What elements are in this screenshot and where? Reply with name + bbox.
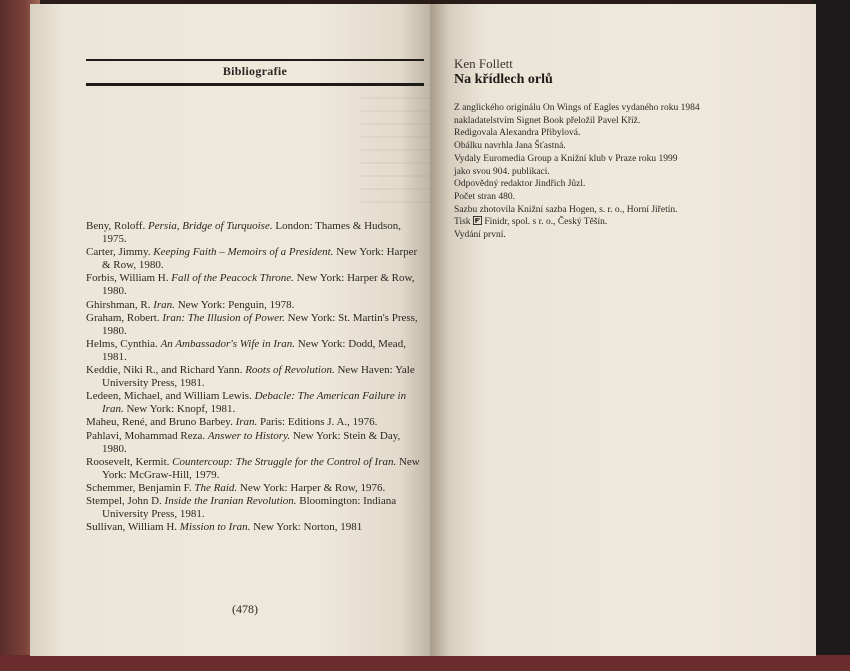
bibliography-entry [86, 246, 426, 272]
entry-author: Beny, Roloff. [86, 220, 149, 232]
section-title: Bibliografie [222, 64, 288, 78]
colophon-line: Z anglického originálu On Wings of Eagles vydaného roku 1984 [454, 103, 700, 113]
edition-line: Vydání první. [454, 230, 506, 241]
colophon-line: Vydaly Euromedia Group a Knižní klub v Praze roku 1999 [454, 153, 678, 164]
entry-author: Keddie, Niki R., and Richard Yann. [86, 364, 246, 377]
header-rule-top [86, 59, 424, 61]
entry-title: Iran. [235, 416, 258, 429]
entry-title: Roots of Revolution. [245, 364, 335, 377]
entry-title: Mission to Iran. [179, 521, 251, 534]
entry-publisher: New York: McGraw-Hill, 1979. [102, 455, 420, 481]
entry-author: Helms, Cynthia. [86, 337, 161, 350]
bibliography-entry [86, 338, 426, 364]
entry-author: Forbis, William H. [86, 272, 172, 285]
entry-publisher: London: Thames & Hudson, 1975. [102, 220, 402, 246]
entry-title: Debacle: The American Failure in Iran. [102, 390, 407, 416]
entry-publisher: New York: Harper & Row, 1976. [237, 481, 386, 494]
header-rule-bottom [86, 83, 424, 86]
entry-title: Keeping Faith – Memoirs of a President. [153, 246, 334, 259]
entry-title: Iran: The Illusion of Power. [162, 311, 285, 324]
left-page [30, 4, 432, 656]
entry-publisher: New York: Penguin, 1978. [174, 298, 295, 311]
colophon-line: Odpovědný redaktor Jindřich Jůzl. [454, 179, 586, 190]
entry-author: Sullivan, William H. [86, 521, 180, 534]
colophon-line: Sazbu zhotovila Knižní sazba Hogen, s. r. o., Horní Jiřetín. [454, 204, 678, 215]
right-page [430, 4, 816, 656]
bibliography-entry [86, 220, 426, 246]
colophon-print-line [454, 216, 784, 229]
entry-author: Carter, Jimmy. [86, 246, 154, 259]
author-name: Ken Follett [454, 56, 513, 71]
entry-author: Schemmer, Benjamin F. [86, 481, 195, 494]
bibliography-entry [86, 456, 426, 482]
colophon-line: Redigovala Alexandra Přibylová. [454, 128, 581, 139]
bibliography-entry [86, 272, 426, 298]
bibliography-entry [86, 482, 426, 495]
bibliography-entry [86, 495, 426, 521]
colophon [454, 102, 784, 242]
colophon-line: jako svou 904. publikaci. [454, 166, 550, 177]
entry-author: Stempel, John D. [86, 494, 165, 507]
bibliography-list [86, 220, 426, 534]
bibliography-entry [86, 416, 426, 429]
show-through-text [360, 84, 430, 204]
print-prefix: Tisk [454, 217, 471, 228]
entry-publisher: New York: Dodd, Mead, 1981. [102, 337, 406, 363]
entry-title: Iran. [153, 298, 175, 311]
colophon-line: Obálku navrhla Jana Šťastná. [454, 141, 566, 152]
entry-author: Ghirshman, R. [86, 298, 154, 311]
book-cover-right-edge [812, 0, 850, 671]
entry-title: Inside the Iranian Revolution. [164, 494, 297, 507]
book-cover-bottom-edge [0, 655, 850, 671]
entry-author: Pahlavi, Mohammad Reza. [86, 429, 208, 442]
entry-publisher: New York: St. Martin's Press, 1980. [102, 311, 418, 337]
entry-author: Ledeen, Michael, and William Lewis. [86, 390, 255, 403]
colophon-lines [454, 102, 784, 216]
print-suffix: Finidr, spol. s r. o., Český Těšín. [484, 217, 608, 228]
entry-publisher: New York: Harper & Row, 1980. [102, 272, 415, 298]
entry-title: Persia, Bridge of Turquoise. [148, 220, 273, 232]
bibliography-entry [86, 312, 426, 338]
entry-title: Countercoup: The Struggle for the Control of Iran. [172, 455, 397, 468]
page-number: (478) [232, 602, 258, 616]
entry-author: Maheu, René, and Bruno Barbey. [86, 416, 236, 429]
entry-publisher: New York: Stein & Day, 1980. [102, 429, 401, 455]
entry-author: Roosevelt, Kermit. [86, 455, 173, 468]
entry-author: Graham, Robert. [86, 311, 163, 324]
entry-title: Fall of the Peacock Throne. [171, 272, 294, 285]
entry-publisher: New Haven: Yale University Press, 1981. [102, 364, 415, 390]
bibliography-entry [86, 364, 426, 390]
entry-publisher: New York: Harper & Row, 1980. [102, 246, 418, 272]
printer-logo-icon [473, 216, 482, 225]
entry-title: An Ambassador's Wife in Iran. [160, 337, 296, 350]
entry-title: The Raid. [194, 481, 238, 494]
bibliography-entry [86, 299, 426, 312]
entry-publisher: New York: Knopf, 1981. [123, 403, 236, 416]
colophon-line: nakladatelstvím Signet Book přeložil Pavel Kříž. [454, 115, 641, 126]
bibliography-entry [86, 521, 426, 534]
book-title: Na křídlech orlů [454, 72, 553, 87]
bibliography-entry [86, 430, 426, 456]
entry-title: Answer to History. [207, 429, 291, 442]
entry-publisher: Bloomington: Indiana University Press, 1981. [102, 494, 397, 521]
bibliography-entry [86, 390, 426, 416]
entry-publisher: Paris: Editions J. A., 1976. [257, 416, 378, 429]
entry-publisher: New York: Norton, 1981 [250, 521, 363, 534]
colophon-line: Počet stran 480. [454, 191, 515, 202]
